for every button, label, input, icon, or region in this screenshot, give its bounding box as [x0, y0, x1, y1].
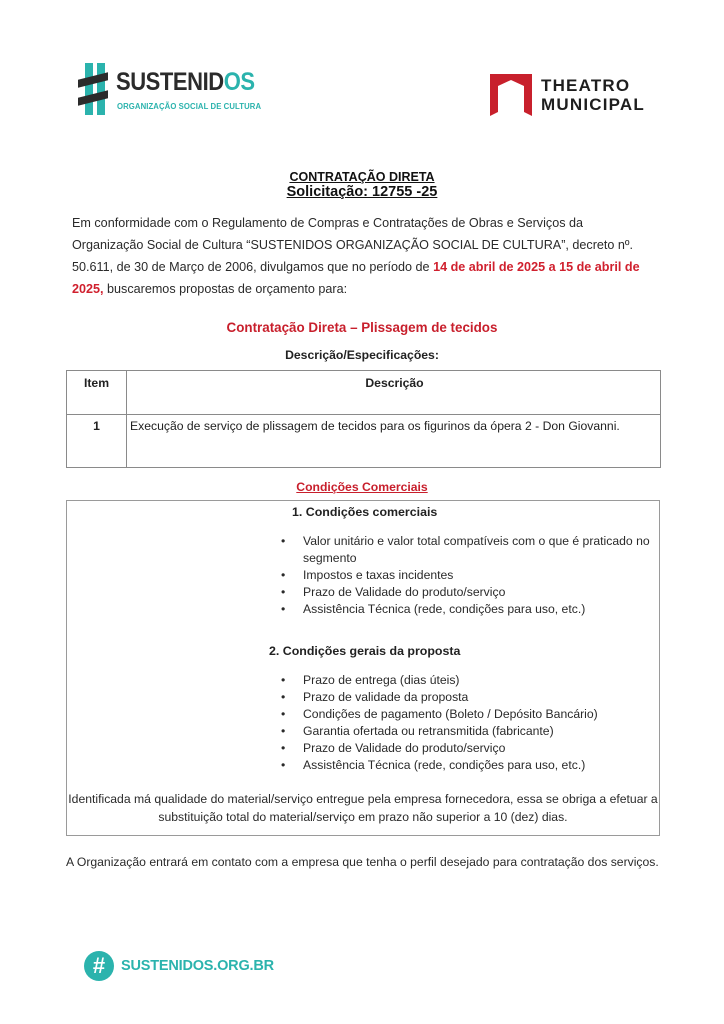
list-item: [281, 706, 653, 723]
document-title: [0, 170, 724, 201]
list-item: [281, 723, 653, 740]
wordmark-teal: OS: [223, 68, 255, 96]
footer-hash-icon: #: [92, 953, 106, 978]
sustenidos-logo-subtitle: ORGANIZAÇÃO SOCIAL DE CULTURA: [117, 101, 262, 111]
sustenidos-hash-icon: [80, 62, 108, 116]
conditions-section-1-list: [281, 533, 653, 618]
list-item: [281, 533, 653, 567]
theatro-municipal-arch-icon: [490, 74, 532, 116]
bullet-icon: •: [281, 741, 286, 755]
list-item-text: Assistência Técnica (rede, condições para uso, etc.): [303, 602, 586, 616]
intro-text-end: buscaremos propostas de orçamento para:: [103, 282, 348, 296]
list-item: [281, 740, 653, 757]
period-highlight: 14 de abril de 2025 a 15 de abril de 2025,: [72, 260, 640, 296]
list-item: [281, 757, 653, 774]
bullet-icon: •: [281, 724, 286, 738]
bullet-icon: •: [281, 707, 286, 721]
cell-item: 1: [67, 415, 127, 468]
list-item-text: Condições de pagamento (Boleto / Depósito Bancário): [303, 707, 598, 721]
quality-note: Identificada má qualidade do material/serviço entregue pela empresa fornecedora, essa se obriga a efetuar a substituição total do material/serviço em prazo não superior a 10 (dez) dias.: [68, 792, 658, 824]
list-item: [281, 689, 653, 706]
spec-label: Descrição/Especificações:: [285, 348, 439, 362]
table-header-row: [67, 371, 661, 415]
bullet-icon: •: [281, 585, 286, 599]
logo-line-2: MUNICIPAL: [541, 95, 645, 114]
list-item: [281, 601, 653, 618]
list-item: [281, 584, 653, 601]
table-row: [67, 415, 661, 468]
list-item-text: Garantia ofertada ou retransmitida (fabricante): [303, 724, 554, 738]
logo-line-1: THEATRO: [541, 76, 631, 95]
theatro-municipal-logo-text: [541, 76, 645, 114]
bullet-icon: •: [281, 758, 286, 772]
sustenidos-logo-wordmark: [116, 70, 255, 95]
list-item-text: Prazo de Validade do produto/serviço: [303, 741, 506, 755]
conditions-title: Condições Comerciais: [296, 480, 428, 494]
bullet-icon: •: [281, 534, 286, 548]
list-item-text: Prazo de validade da proposta: [303, 690, 469, 704]
bullet-icon: •: [281, 602, 286, 616]
closing-statement: A Organização entrará em contato com a empresa que tenha o perfil desejado para contratação dos serviços.: [66, 855, 659, 869]
intro-text: Em conformidade com o Regulamento de Compras e Contratações de Obras e Serviços da Organização Social de Cultura “SUSTENIDOS ORGANIZAÇÃO SOCIAL DE CULTURA”, decreto nº. 50.611, de 30 de Março de 2006, divulgamos que no período de: [72, 216, 633, 274]
footer-website-link[interactable]: SUSTENIDOS.ORG.BR: [121, 958, 274, 974]
wordmark-dark: SUSTENID: [116, 68, 224, 96]
header-item: Item: [67, 371, 127, 415]
conditions-section-1-heading: 1. Condições comerciais: [292, 505, 438, 519]
bullet-icon: •: [281, 673, 286, 687]
list-item: [281, 567, 653, 584]
list-item-text: Valor unitário e valor total compatíveis com o que é praticado no segmento: [303, 534, 650, 565]
list-item-text: Prazo de Validade do produto/serviço: [303, 585, 506, 599]
bullet-icon: •: [281, 690, 286, 704]
spec-table: [66, 370, 661, 468]
title-line-1: CONTRATAÇÃO DIRETA: [289, 170, 435, 184]
conditions-section-2-heading: 2. Condições gerais da proposta: [269, 644, 461, 658]
list-item-text: Prazo de entrega (dias úteis): [303, 673, 460, 687]
cell-description: Execução de serviço de plissagem de tecidos para os figurinos da ópera 2 - Don Giovanni.: [127, 415, 661, 468]
list-item-text: Impostos e taxas incidentes: [303, 568, 454, 582]
bullet-icon: •: [281, 568, 286, 582]
section-title: Contratação Direta – Plissagem de tecidos: [226, 320, 498, 335]
conditions-box: [66, 500, 660, 836]
header-description: Descrição: [127, 371, 661, 415]
intro-paragraph: [72, 212, 657, 300]
solicitation-number: Solicitação: 12755 -25: [286, 184, 438, 200]
conditions-section-2-list: [281, 672, 653, 774]
list-item-text: Assistência Técnica (rede, condições para uso, etc.): [303, 758, 586, 772]
list-item: [281, 672, 653, 689]
